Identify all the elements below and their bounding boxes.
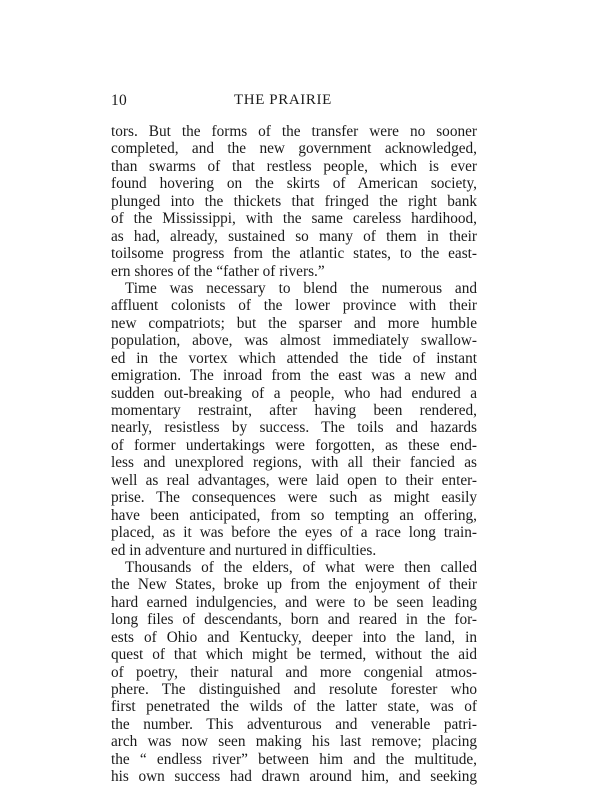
text-line: toilsome progress from the atlantic states, to the east-	[111, 245, 477, 263]
body-text	[111, 123, 477, 786]
text-line: hard earned indulgencies, and were to be seen leading	[111, 593, 477, 611]
text-line: prise. The consequences were such as might easily	[111, 489, 477, 507]
text-line: the New States, broke up from the enjoyment of their	[111, 576, 477, 594]
text-line: new compatriots; but the sparser and more humble	[111, 314, 477, 332]
text-line: plunged into the thickets that fringed the right bank	[111, 192, 477, 210]
text-line: emigration. The inroad from the east was a new and	[111, 367, 477, 385]
text-line: of former undertakings were forgotten, as these end-	[111, 436, 477, 454]
text-line: the “ endless river” between him and the multitude,	[111, 750, 477, 768]
text-line: found hovering on the skirts of American society,	[111, 175, 477, 193]
text-line: phere. The distinguished and resolute forester who	[111, 681, 477, 698]
text-line: arch was now seen making his last remove; placing	[111, 733, 477, 751]
text-line: ed in adventure and nurtured in difficulties.	[111, 541, 377, 559]
text-line: placed, as it was before the eyes of a race long train-	[111, 524, 477, 542]
text-line: as had, already, sustained so many of them in their	[111, 227, 477, 245]
text-line: less and unexplored regions, with all their fancied as	[111, 454, 477, 472]
text-line: long files of descendants, born and reared in the for-	[111, 611, 477, 629]
text-line: the number. This adventurous and venerable patri-	[111, 715, 477, 733]
text-line: Thousands of the elders, of what were then called	[125, 558, 477, 576]
text-line: of the Mississippi, with the same careless hardihood,	[111, 210, 477, 228]
text-line: than swarms of that restless people, which is ever	[111, 157, 477, 175]
text-line: his own success had drawn around him, and seeking	[111, 768, 477, 786]
text-line: momentary restraint, after having been rendered,	[111, 402, 477, 419]
text-line: quest of that which might be termed, without the aid	[111, 646, 477, 664]
text-line: tors. But the forms of the transfer were no sooner	[111, 123, 477, 140]
text-line: population, above, was almost immediately swallow-	[111, 332, 477, 350]
running-head: THE PRAIRIE	[234, 92, 332, 108]
text-line: completed, and the new government acknowledged,	[111, 140, 477, 158]
page-number: 10	[111, 92, 127, 109]
text-line: Time was necessary to blend the numerous and	[125, 279, 477, 297]
text-line: have been anticipated, from so tempting an offering,	[111, 506, 477, 524]
text-line: of poetry, their natural and more congenial atmos-	[111, 663, 477, 681]
text-line: ern shores of the “father of rivers.”	[111, 262, 325, 280]
text-line: first penetrated the wilds of the latter state, was of	[111, 698, 477, 716]
text-line: ed in the vortex which attended the tide of instant	[111, 349, 477, 367]
text-line: well as real advantages, were laid open to their enter-	[111, 471, 477, 489]
text-line: nearly, resistless by success. The toils and hazards	[111, 419, 477, 437]
text-line: sudden out-breaking of a people, who had endured a	[111, 384, 477, 402]
text-line: affluent colonists of the lower province with their	[111, 297, 477, 315]
text-line: ests of Ohio and Kentucky, deeper into the land, in	[111, 628, 477, 646]
page-header	[111, 92, 477, 112]
